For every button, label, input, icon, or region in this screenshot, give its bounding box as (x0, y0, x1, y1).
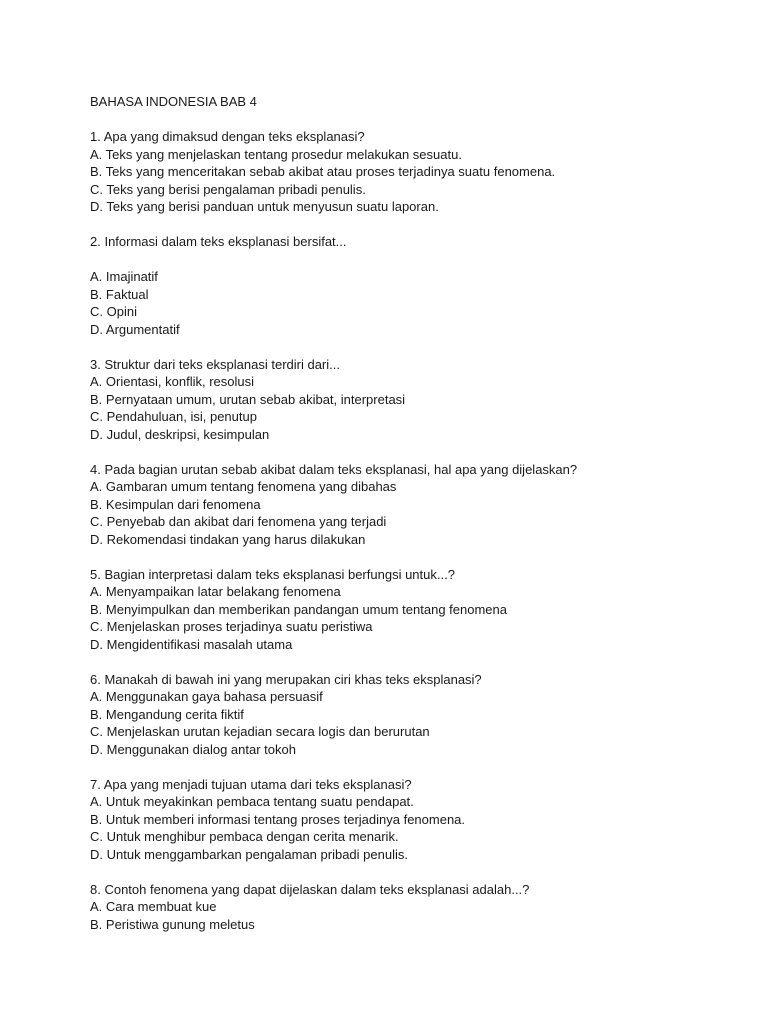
question-5 (90, 566, 730, 654)
document-title: BAHASA INDONESIA BAB 4 (90, 94, 257, 109)
option-a: A. Menggunakan gaya bahasa persuasif (90, 689, 323, 704)
option-d: D. Argumentatif (90, 321, 180, 337)
document-page (90, 93, 730, 933)
option-a: A. Cara membuat kue (90, 899, 217, 914)
option-a: A. Imajinatif (90, 269, 158, 284)
blank-line (90, 251, 730, 269)
option-c: C. Menjelaskan proses terjadinya suatu peristiwa (90, 619, 373, 634)
option-c: C. Teks yang berisi pengalaman pribadi penulis. (90, 181, 366, 197)
option-c: C. Untuk menghibur pembaca dengan cerita menarik. (90, 829, 399, 844)
option-d: D. Rekomendasi tindakan yang harus dilakukan (90, 531, 366, 547)
question-1 (90, 128, 730, 216)
question-6 (90, 671, 730, 759)
option-b: B. Mengandung cerita fiktif (90, 706, 244, 722)
option-a: A. Teks yang menjelaskan tentang prosedur melakukan sesuatu. (90, 146, 462, 162)
question-text: 8. Contoh fenomena yang dapat dijelaskan dalam teks eksplanasi adalah...? (90, 881, 530, 897)
option-d: D. Teks yang berisi panduan untuk menyusun suatu laporan. (90, 199, 439, 214)
question-7 (90, 776, 730, 864)
question-text: 7. Apa yang menjadi tujuan utama dari teks eksplanasi? (90, 776, 412, 792)
option-a: A. Gambaran umum tentang fenomena yang dibahas (90, 479, 397, 494)
option-c: C. Menjelaskan urutan kejadian secara logis dan berurutan (90, 724, 430, 739)
question-text: 4. Pada bagian urutan sebab akibat dalam teks eksplanasi, hal apa yang dijelaskan? (90, 461, 578, 477)
question-text: 5. Bagian interpretasi dalam teks eksplanasi berfungsi untuk...? (90, 566, 455, 582)
option-c: C. Pendahuluan, isi, penutup (90, 409, 257, 424)
option-b: B. Menyimpulkan dan memberikan pandangan umum tentang fenomena (90, 601, 507, 617)
option-b: B. Teks yang menceritakan sebab akibat atau proses terjadinya suatu fenomena. (90, 164, 556, 179)
option-a: A. Untuk meyakinkan pembaca tentang suatu pendapat. (90, 794, 414, 809)
question-2 (90, 233, 730, 338)
option-d: D. Mengidentifikasi masalah utama (90, 636, 293, 652)
question-text: 1. Apa yang dimaksud dengan teks eksplanasi? (90, 129, 365, 144)
question-text: 2. Informasi dalam teks eksplanasi bersifat... (90, 234, 347, 249)
option-d: D. Untuk menggambarkan pengalaman pribadi penulis. (90, 846, 408, 862)
option-a: A. Menyampaikan latar belakang fenomena (90, 584, 341, 599)
option-a: A. Orientasi, konflik, resolusi (90, 374, 255, 389)
option-d: D. Judul, deskripsi, kesimpulan (90, 426, 270, 442)
option-c: C. Penyebab dan akibat dari fenomena yang terjadi (90, 514, 387, 529)
option-b: B. Faktual (90, 286, 149, 302)
option-b: B. Kesimpulan dari fenomena (90, 496, 261, 512)
question-text: 3. Struktur dari teks eksplanasi terdiri dari... (90, 356, 340, 372)
option-b: B. Untuk memberi informasi tentang proses terjadinya fenomena. (90, 811, 466, 827)
option-b: B. Pernyataan umum, urutan sebab akibat, interpretasi (90, 391, 406, 407)
question-4 (90, 461, 730, 549)
question-text: 6. Manakah di bawah ini yang merupakan ciri khas teks eksplanasi? (90, 671, 482, 687)
option-d: D. Menggunakan dialog antar tokoh (90, 741, 296, 757)
question-8 (90, 881, 730, 934)
option-c: C. Opini (90, 304, 137, 319)
option-b: B. Peristiwa gunung meletus (90, 916, 255, 932)
question-3 (90, 356, 730, 444)
